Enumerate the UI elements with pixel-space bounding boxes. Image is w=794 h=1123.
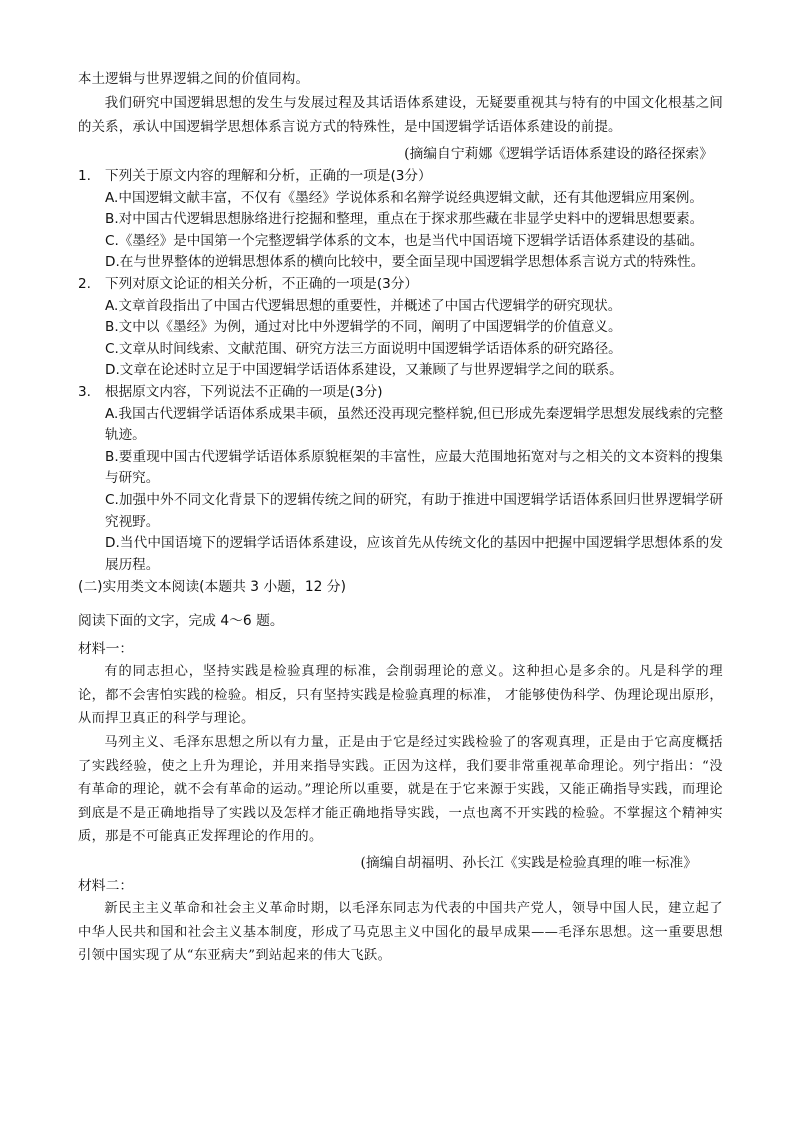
paragraph-top: 本土逻辑与世界逻辑之间的价值同构。 bbox=[78, 72, 310, 87]
option-b: B.要重现中国古代逻辑学话语体系原貌框架的丰富性，应最大范围地拓宽对与之相关的文本资料的搜集与研究。 bbox=[105, 448, 723, 487]
option-d: D.文章在论述时立足于中国逻辑学话语体系建设，又兼顾了与世界逻辑学之间的联系。 bbox=[105, 362, 623, 379]
option-c: C.加强中外不同文化背景下的逻辑传统之间的研究，有助于推进中国逻辑学话语体系回归世界逻辑学研究视野。 bbox=[105, 491, 723, 530]
question-stem: 根据原文内容，下列说法不正确的一项是(3分) bbox=[105, 383, 383, 400]
reading-instruction: 阅读下面的文字，完成 4～6 题。 bbox=[78, 613, 284, 630]
option-b: B.对中国古代逻辑思想脉络进行挖掘和整理，重点在于探求那些藏在非显学史料中的逻辑思想要素。 bbox=[105, 211, 704, 228]
option-b: B.文中以《墨经》为例，通过对比中外逻辑学的不同，阐明了中国逻辑学的价值意义。 bbox=[105, 319, 622, 336]
question-number: 1. bbox=[78, 168, 91, 184]
option-a: A.中国逻辑文献丰富，不仅有《墨经》学说体系和名辩学说经典逻辑文献，还有其他逻辑应用案例。 bbox=[105, 189, 703, 206]
source-citation-1: (摘编自宁莉娜《逻辑学话语体系建设的路径探索》 bbox=[404, 146, 713, 162]
source-citation-2: (摘编自胡福明、孙长江《实践是检验真理的唯一标准》 bbox=[360, 855, 697, 872]
material-1-paragraph: 有的同志担心，坚持实践是检验真理的标准，会削弱理论的意义。这种担心是多余的。凡是科学的理论，都不会害怕实践的检验。相反，只有坚持实践是检验真理的标准， 才能够使伪科学、伪理论现出原形，从而捍卫真正的科学与理论。 bbox=[78, 664, 723, 727]
material-1-paragraph: 马列主义、毛泽东思想之所以有力量，正是由于它是经过实践检验了的客观真理，正是由于它高度概括了实践经验，使之上升为理论，并用来指导实践。正因为这样，我们要非常重视革命理论。列宁指出：“没有革命的理论，就不会有革命的运动。”理论所以重要，就是在于它来源于实践，又能正确指导实践，而理论到底是不是正确地指导了实践以及怎样才能正确地指导实践，一点也离不开实践的检验。不掌握这个精神实质，那是不可能真正发挥理论的作用的。 bbox=[78, 735, 723, 845]
question-number: 3. bbox=[78, 383, 91, 400]
material-1-label: 材料一： bbox=[78, 641, 134, 658]
question-stem: 下列对原文论证的相关分析，不正确的一项是(3分） bbox=[105, 275, 419, 292]
section-heading: (二)实用类文本阅读(本题共 3 小题，12 分) bbox=[78, 579, 346, 596]
question-number: 2. bbox=[78, 275, 91, 292]
option-a: A.文章首段指出了中国古代逻辑思想的重要性，并概述了中国古代逻辑学的研究现状。 bbox=[105, 297, 622, 314]
document-page bbox=[78, 68, 723, 968]
question-1 bbox=[78, 166, 723, 274]
option-d: D.在与世界整体的逆辑思想体系的横向比较中，要全面呈现中国逻辑学思想体系言说方式的特殊性。 bbox=[105, 254, 705, 271]
question-2 bbox=[78, 274, 723, 382]
question-3 bbox=[78, 382, 723, 576]
paragraph-2: 我们研究中国逻辑思想的发生与发展过程及其话语体系建设，无疑要重视其与特有的中国文化根基之间的关系，承认中国逻辑学思想体系言说方式的特殊性，是中国逻辑学话语体系建设的前提。 bbox=[78, 96, 723, 135]
material-2-paragraph: 新民主主义革命和社会主义革命时期，以毛泽东同志为代表的中国共产党人，领导中国人民，建立起了中华人民共和国和社会主义基本制度，形成了马克思主义中国化的最早成果——毛泽东思想。这一重要思想引领中国实现了从“东亚病夫”到站起来的伟大飞跃。 bbox=[78, 901, 723, 964]
option-a: A.我国古代逻辑学话语体系成果丰硕，虽然还没再现完整样貌,但已形成先秦逻辑学思想发展线索的完整轨迹。 bbox=[105, 405, 723, 444]
material-2-label: 材料二： bbox=[78, 878, 134, 895]
question-stem: 下列关于原文内容的理解和分析，正确的一项是(3分） bbox=[105, 168, 432, 184]
option-c: C.文章从时间线索、文献范围、研究方法三方面说明中国逻辑学话语体系的研究路径。 bbox=[105, 340, 622, 357]
option-d: D.当代中国语境下的逻辑学话语体系建设，应该首先从传统文化的基因中把握中国逻辑学思想体系的发展历程。 bbox=[105, 535, 723, 573]
option-c: C.《墨经》是中国第一个完整逻辑学体系的文本，也是当代中国语境下逻辑学话语体系建设的基础。 bbox=[105, 232, 704, 249]
